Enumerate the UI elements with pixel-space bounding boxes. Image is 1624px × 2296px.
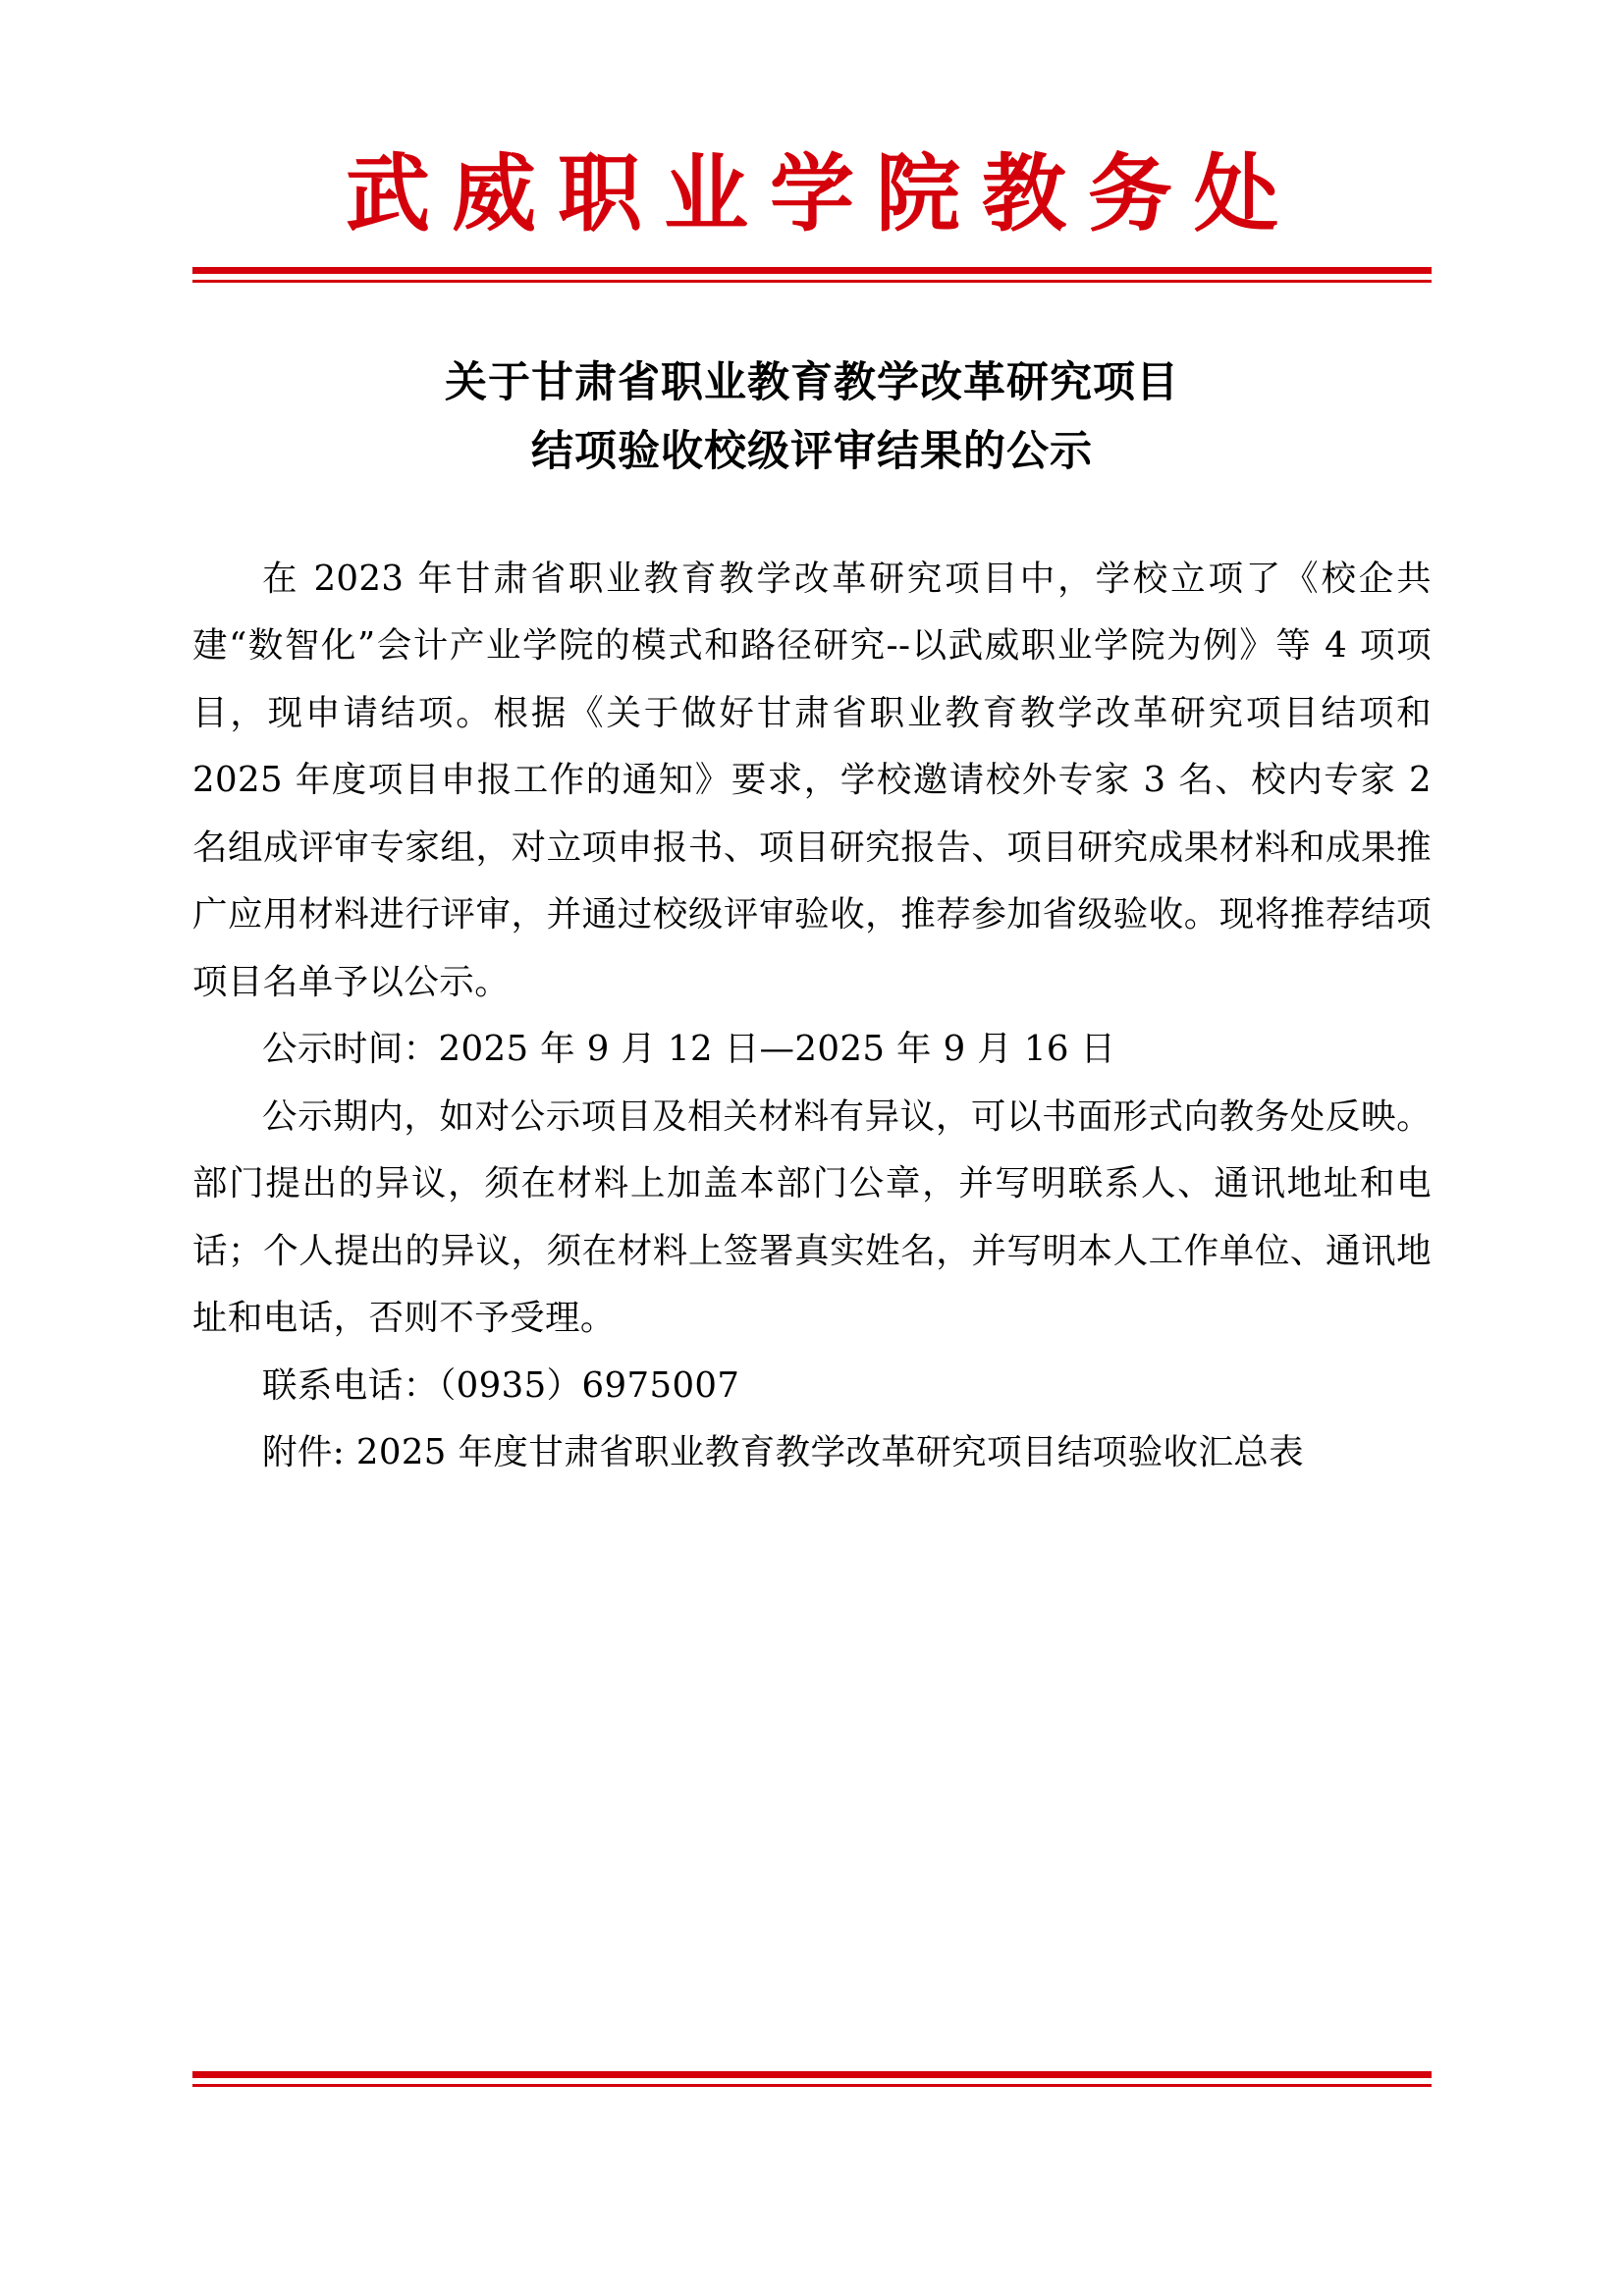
letterhead-rule-thick bbox=[192, 267, 1432, 274]
body-paragraph-1: 在 2023 年甘肃省职业教育教学改革研究项目中，学校立项了《校企共建“数智化”会计产业学院的模式和路径研究--以武威职业学院为例》等 4 项项目，现申请结项。根据《关于做好甘肃省职业教育教学改革研究项目结项和 2025 年度项目申报工作的通知》要求，学校邀请校外专家 3 名、校内专家 2 名组成评审专家组，对立项申报书、项目研究报告、项目研究成果材料和成果推广应用材料进行评审，并通过校级评审验收，推荐参加省级验收。现将推荐结项项目名单予以公示。 bbox=[192, 558, 1432, 1002]
body-paragraph-notice-period: 公示时间：2025 年 9 月 12 日—2025 年 9 月 16 日 bbox=[262, 1029, 1116, 1070]
document-body bbox=[192, 546, 1432, 1487]
page-title-line-2: 结项验收校级评审结果的公示 bbox=[531, 426, 1093, 476]
letterhead-rule-thin bbox=[192, 280, 1432, 283]
footer-rule-thin bbox=[192, 2084, 1432, 2087]
document-content bbox=[192, 0, 1432, 1487]
body-paragraph-attachment: 附件: 2025 年度甘肃省职业教育教学改革研究项目结项验收汇总表 bbox=[262, 1432, 1305, 1473]
body-paragraph-objection-process: 公示期内，如对公示项目及相关材料有异议，可以书面形式向教务处反映。部门提出的异议，须在材料上加盖本部门公章，并写明联系人、通讯地址和电话；个人提出的异议，须在材料上签署真实姓名，并写明本人工作单位、通讯地址和电话，否则不予受理。 bbox=[192, 1095, 1432, 1339]
footer-rules bbox=[192, 2071, 1432, 2087]
page-title bbox=[192, 349, 1432, 486]
page-title-line-1: 关于甘肃省职业教育教学改革研究项目 bbox=[445, 358, 1179, 408]
organization-title: 武威职业学院教务处 bbox=[346, 144, 1300, 243]
footer-rule-thick bbox=[192, 2071, 1432, 2078]
letterhead bbox=[192, 0, 1432, 283]
body-paragraph-contact-phone: 联系电话：（0935）6975007 bbox=[262, 1364, 740, 1406]
